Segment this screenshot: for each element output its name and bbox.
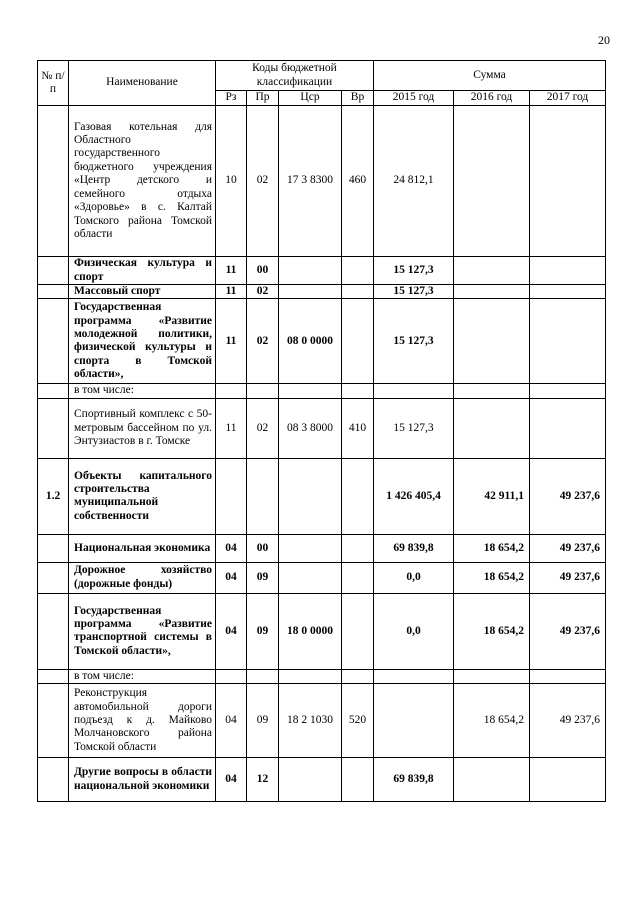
table-row <box>38 299 606 384</box>
header-csr: Цср <box>279 91 342 106</box>
row-num <box>38 106 69 257</box>
row-rz: 11 <box>216 257 247 285</box>
row-sum-2016 <box>454 257 530 285</box>
row-rz: 04 <box>216 562 247 593</box>
row-rz: 04 <box>216 684 247 758</box>
row-vr: 520 <box>342 684 374 758</box>
row-pr: 02 <box>247 285 279 299</box>
row-pr: 09 <box>247 562 279 593</box>
row-name: в том числе: <box>69 669 216 683</box>
header-pr: Пр <box>247 91 279 106</box>
row-pr: 00 <box>247 257 279 285</box>
row-sum-2015: 15 127,3 <box>374 257 454 285</box>
header-2015: 2015 год <box>374 91 454 106</box>
row-csr: 08 3 8000 <box>279 398 342 458</box>
row-sum-2016 <box>454 106 530 257</box>
row-rz: 11 <box>216 299 247 384</box>
row-sum-2017 <box>530 106 606 257</box>
row-csr <box>279 534 342 562</box>
row-pr: 09 <box>247 593 279 669</box>
row-sum-2015: 15 127,3 <box>374 285 454 299</box>
header-num: № п/п <box>38 61 69 106</box>
row-vr <box>342 285 374 299</box>
row-sum-2017: 49 237,6 <box>530 562 606 593</box>
row-num <box>38 669 69 683</box>
row-name: Газовая котельная для Областного государственного бюджетного учреждения «Центр детского и семейного отдыха «Здоровье» в с. Калтай Томского района Томской области <box>69 106 216 257</box>
row-name: Физическая культура и спорт <box>69 257 216 285</box>
row-sum-2017 <box>530 758 606 802</box>
row-csr <box>279 562 342 593</box>
header-2017: 2017 год <box>530 91 606 106</box>
budget-table <box>37 60 606 802</box>
row-csr <box>279 257 342 285</box>
table-row <box>38 257 606 285</box>
row-vr <box>342 562 374 593</box>
row-sum-2015: 69 839,8 <box>374 534 454 562</box>
row-sum-2017 <box>530 669 606 683</box>
row-rz: 10 <box>216 106 247 257</box>
row-vr <box>342 593 374 669</box>
table-row <box>38 384 606 398</box>
row-num <box>38 299 69 384</box>
row-sum-2015: 69 839,8 <box>374 758 454 802</box>
row-num <box>38 257 69 285</box>
row-name: Массовый спорт <box>69 285 216 299</box>
row-num <box>38 534 69 562</box>
row-pr <box>247 669 279 683</box>
row-sum-2017: 49 237,6 <box>530 684 606 758</box>
row-csr: 08 0 0000 <box>279 299 342 384</box>
row-sum-2016 <box>454 285 530 299</box>
header-name: Наименование <box>69 61 216 106</box>
row-vr <box>342 458 374 534</box>
row-sum-2015: 24 812,1 <box>374 106 454 257</box>
row-num <box>38 384 69 398</box>
row-vr: 410 <box>342 398 374 458</box>
row-sum-2016: 18 654,2 <box>454 534 530 562</box>
row-sum-2017 <box>530 398 606 458</box>
row-pr: 02 <box>247 299 279 384</box>
row-sum-2017 <box>530 257 606 285</box>
row-sum-2016 <box>454 398 530 458</box>
row-sum-2016: 42 911,1 <box>454 458 530 534</box>
table-row <box>38 758 606 802</box>
row-name: Спортивный комплекс с 50-метровым бассейном по ул. Энтузиастов в г. Томске <box>69 398 216 458</box>
row-sum-2016: 18 654,2 <box>454 593 530 669</box>
row-vr <box>342 534 374 562</box>
row-num <box>38 285 69 299</box>
row-num: 1.2 <box>38 458 69 534</box>
row-pr <box>247 458 279 534</box>
row-sum-2015: 0,0 <box>374 562 454 593</box>
row-pr <box>247 384 279 398</box>
row-csr: 18 0 0000 <box>279 593 342 669</box>
table-row <box>38 669 606 683</box>
row-rz: 11 <box>216 398 247 458</box>
table-row <box>38 562 606 593</box>
table-row <box>38 593 606 669</box>
row-name: Государственная программа «Развитие молодежной политики, физической культуры и спорта в Томской области», <box>69 299 216 384</box>
row-sum-2017 <box>530 285 606 299</box>
row-vr <box>342 384 374 398</box>
row-pr: 02 <box>247 398 279 458</box>
row-csr <box>279 458 342 534</box>
row-name: в том числе: <box>69 384 216 398</box>
row-sum-2016 <box>454 384 530 398</box>
row-sum-2017: 49 237,6 <box>530 593 606 669</box>
row-sum-2015: 15 127,3 <box>374 398 454 458</box>
row-csr <box>279 669 342 683</box>
row-num <box>38 758 69 802</box>
table-row <box>38 534 606 562</box>
row-pr: 09 <box>247 684 279 758</box>
row-pr: 02 <box>247 106 279 257</box>
row-sum-2015: 1 426 405,4 <box>374 458 454 534</box>
row-name: Национальная экономика <box>69 534 216 562</box>
header-codes: Коды бюджетной классификации <box>216 61 374 91</box>
row-pr: 12 <box>247 758 279 802</box>
row-num <box>38 398 69 458</box>
row-num <box>38 684 69 758</box>
row-sum-2016: 18 654,2 <box>454 684 530 758</box>
row-csr: 18 2 1030 <box>279 684 342 758</box>
row-csr <box>279 384 342 398</box>
table-row <box>38 398 606 458</box>
row-vr <box>342 257 374 285</box>
row-rz <box>216 384 247 398</box>
row-rz: 04 <box>216 758 247 802</box>
row-sum-2016 <box>454 669 530 683</box>
row-name: Государственная программа «Развитие транспортной системы в Томской области», <box>69 593 216 669</box>
row-vr <box>342 758 374 802</box>
row-rz: 11 <box>216 285 247 299</box>
row-vr <box>342 669 374 683</box>
row-csr <box>279 758 342 802</box>
row-name: Другие вопросы в области национальной экономики <box>69 758 216 802</box>
row-rz <box>216 669 247 683</box>
table-header <box>38 61 606 106</box>
header-sum: Сумма <box>374 61 606 91</box>
row-pr: 00 <box>247 534 279 562</box>
row-sum-2015: 15 127,3 <box>374 299 454 384</box>
table-row <box>38 684 606 758</box>
row-vr: 460 <box>342 106 374 257</box>
page-number: 20 <box>598 33 610 47</box>
row-sum-2017 <box>530 299 606 384</box>
row-vr <box>342 299 374 384</box>
table-row <box>38 285 606 299</box>
row-num <box>38 562 69 593</box>
row-rz: 04 <box>216 593 247 669</box>
table-row <box>38 106 606 257</box>
header-2016: 2016 год <box>454 91 530 106</box>
row-sum-2017: 49 237,6 <box>530 534 606 562</box>
row-num <box>38 593 69 669</box>
row-sum-2016 <box>454 299 530 384</box>
row-sum-2017 <box>530 384 606 398</box>
header-vr: Вр <box>342 91 374 106</box>
header-rz: Рз <box>216 91 247 106</box>
table-body <box>38 106 606 802</box>
row-sum-2015 <box>374 684 454 758</box>
row-sum-2015 <box>374 384 454 398</box>
row-sum-2015: 0,0 <box>374 593 454 669</box>
row-rz <box>216 458 247 534</box>
row-csr: 17 3 8300 <box>279 106 342 257</box>
row-name: Объекты капитального строительства муниципальной собственности <box>69 458 216 534</box>
row-csr <box>279 285 342 299</box>
row-name: Реконструкция автомобильной дороги подъезд к д. Майково Молчановского района Томской области <box>69 684 216 758</box>
row-rz: 04 <box>216 534 247 562</box>
row-sum-2017: 49 237,6 <box>530 458 606 534</box>
row-sum-2016: 18 654,2 <box>454 562 530 593</box>
table-row <box>38 458 606 534</box>
row-sum-2015 <box>374 669 454 683</box>
row-name: Дорожное хозяйство (дорожные фонды) <box>69 562 216 593</box>
row-sum-2016 <box>454 758 530 802</box>
